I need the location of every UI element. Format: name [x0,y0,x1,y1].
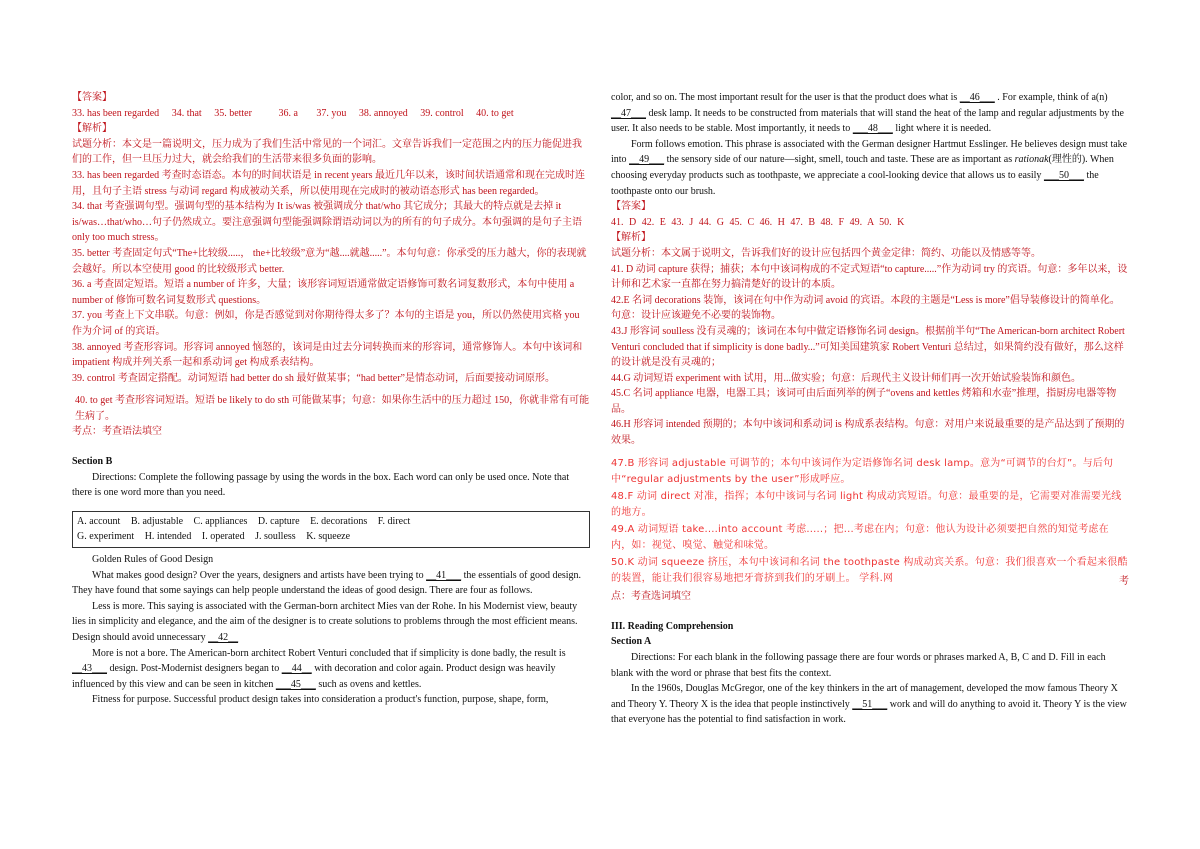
answer-36: 36. a [278,107,298,119]
answer-heading: 【答案】 [72,92,112,103]
word-k: K. squeeze [306,531,351,543]
reading-text-b: work and will do anything to avoid it. Theory Y is the view that everyone has the potential to find satisfaction in work. [611,698,1127,726]
answer-list-2: 41. D 42. E 43. J 44. G 45. C 46. H 47. B 48. F 49. A 50. K [611,216,905,228]
para-4-text-b: color, and so on. The most important result for the user is that the product does what is [611,92,958,103]
word-g: G. experiment [77,531,135,543]
para-5-text-d: the toothpaste onto our brush. [611,169,1099,197]
blank-49: __49___ [629,154,665,166]
analysis-42: 42.E 名词 decorations 装饰，该词在句中作为动词 avoid 的宾语。本段的主题是“Less is more”倡导装修设计的简单化。句意：设计应该避免不必要的装饰物。 [611,294,1120,322]
reading-heading: III. Reading Comprehension [611,620,734,632]
analysis-34: 34. that 考查强调句型。强调句型的基本结构为 It is/was 被强调成分 that/who 其它成分；其最大的特点就是去掉 it is/was…that/who…句子仍然成立。要注意强调句型能强调除谓语动词以为的所有的句子成分。本句强调的是句子主语 only too much stress。 [72,201,582,244]
blank-42: __42__ [208,632,239,643]
answer-34: 34. that [171,107,202,119]
analysis-summary-2: 试题分析：本文属于说明文，告诉我们好的设计应包括四个黄金定律：简约、功能以及情感等等。 [611,247,1041,259]
analysis-41: 41. D 动词 capture 获得；捕获；本句中该词构成的不定式短语“to capture.....”作为动词 try 的宾语。句意：多年以来，设计师和艺术家一直都在努力搞清楚好的设计的本质。 [611,263,1128,291]
left-column [72,90,590,708]
analysis-33: 33. has been regarded 考查时态语态。本句的时间状语是 in recent years 最近几年以来，该时间状语通常和现在完成时连用，且句子主语 stress 与动词 regard 构成被动关系，所以使用现在完成时的被动语态形式 has been regarded。 [72,169,585,197]
para-4-text-c: . For example, think of a(n) [997,92,1108,103]
passage-para-4-start: Fitness for purpose. Successful product design takes into consideration a product's function, purpose, shape, form, [92,694,549,706]
word-b: B. adjustable [130,515,184,527]
stamped-analysis-block [611,456,1129,588]
analysis-39: 39. control 考查固定搭配。动词短语 had better do sh 最好做某事；“had better”是情态动词，后面要接动词原形。 [72,372,555,384]
blank-50: ___50___ [1043,169,1084,181]
answer-40: 40. to get [476,107,514,119]
answer-list [72,106,590,122]
para-1-text-a: What makes good design? Over the years, designers and artists have been trying to [92,569,424,581]
word-d: D. capture [257,515,300,527]
passage-para-4-cont [611,90,1129,137]
section-a-directions: Directions: For each blank in the following passage there are four words or phrases marked A, B, C and D. Fill in each blank with the word or phrase that best fits the context. [611,652,1106,679]
para-5-text-a: Form follows emotion. This phrase is associated with the German designer Hartmut Esslinger. He believes design must take into [611,138,1128,166]
reading-para-1 [611,681,1129,728]
word-j: J. soulless [255,531,296,543]
section-b-directions: Directions: Complete the following passage by using the words in the box. Each word can only be used once. Note that there is one word more than you need. [72,471,570,499]
passage-para-5 [611,137,1129,199]
word-box [72,511,590,548]
passage-para-3 [72,646,590,693]
analysis-38: 38. annoyed 考查形容词。形容词 annoyed 恼怒的，该词是由过去分词转换而来的形容词，通常修饰人。本句中该词和 impatient 构成并列关系一起和系动词 get 构成系表结构。 [72,341,583,369]
blank-41: __41___ [426,569,462,581]
analysis-44: 44.G 动词短语 experiment with 试用，用...做实验；句意：后现代主义设计师们再一次开始试验装饰和颜色。 [611,372,1081,384]
reading-text-a: In the 1960s, Douglas McGregor, one of the key thinkers in the art of management, developed the mow famous Theory X and Theory Y. Theory X is the idea that people instinctively [611,683,1118,710]
word-i: I. operated [201,531,245,543]
analysis-36: 36. a 考查固定短语。短语 a number of 许多，大量；该形容词短语通常做定语修饰可数名词复数形式，本句中使用 a number of 修饰可数名词复数形式 questions。 [72,279,575,306]
analysis-37: 37. you 考查上下文串联。句意：例如，你是否感觉到对你期待得太多了？本句的主语是 you，所以仍然使用宾格 you 作为介词 of 的宾语。 [72,310,580,337]
blank-46: __46___ [959,92,995,103]
blank-43: __43___ [72,663,107,675]
answer-heading-2: 【答案】 [611,201,651,213]
word-e: E. decorations [310,515,368,527]
answer-35: 35. better [214,107,252,119]
analysis-46: 46.H 形容词 intended 预期的；本句中该词和系动词 is 构成系表结构。句意：对用户来说最重要的是产品达到了预期的效果。 [611,419,1125,447]
analysis-50: 50.K 动词 squeeze 挤压，本句中该词和名词 the toothpaste 构成动宾关系。句意：我们很喜欢一个看起来很酷的装置，能让我们很容易地把牙膏挤到我们的牙刷上。 学科.网 [611,556,1128,585]
para-5-italic: rationak [1014,154,1049,166]
para-5-text-c: (理性的). When choosing everyday products such as toothpaste, we appreciate a cool-looking device that allows us to easily [611,154,1114,181]
analysis-40: 40. to get 考查形容词短语。短语 be likely to do sth 可能做某事；句意：如果你生活中的压力超过 150，你就非常有可能生病了。 [75,395,590,422]
answer-38: 38. annoyed [358,107,408,119]
word-f: F. direct [377,515,411,527]
word-a: A. account [77,515,121,527]
para-2-text: Less is more. This saying is associated with the German-born architect Mies van der Rohe. In his Modernist view, beauty lies in simplicity and elegance, and the aim of the designer is to create solutions to problems through the most efficient means. Design should avoid unnecessary [72,600,578,643]
analysis-47: 47.B 形容词 adjustable 可调节的；本句中该词作为定语修饰名词 desk lamp。意为“可调节的台灯”。与后句中“regular adjustments by the user”形成呼应。 [611,457,1114,486]
analysis-45: 45.C 名词 appliance 电器，电器工具；该词可由后面列举的例子“ovens and kettles 烤箱和水壶”推理，指厨房电器等物品。 [611,388,1117,415]
blank-51: __51___ [852,698,888,710]
test-point-2: 点：考查选词填空 [611,591,691,603]
para-4-text-e: light where it is needed. [895,123,992,135]
passage-title: Golden Rules of Good Design [92,554,214,566]
test-point: 考点：考查语法填空 [72,426,162,438]
analysis-heading-2: 【解析】 [611,232,651,244]
passage-para-1 [72,568,590,599]
answer-33: 33. has been regarded [72,107,160,119]
para-3-text-a: More is not a bore. The American-born architect Robert Venturi concluded that if simplicity is done badly, the result is [92,647,566,659]
para-3-text-c: with decoration and color again. Product design was heavily influenced by this view and can be seen in kitchen [72,663,556,690]
answer-37: 37. you [316,107,347,119]
para-4-text-d: desk lamp. It needs to be constructed from materials that will stand the heat of the lamp and regular adjustments by the user. It also needs to be stable. Most importantly, it needs to [611,107,1124,135]
para-3-text-d: such as ovens and kettles. [318,678,422,690]
blank-47: __47___ [611,107,646,119]
blank-48: ___48___ [852,123,893,135]
right-column [611,90,1129,728]
analysis-35: 35. better 考查固定句式“The+比较级.....， the+比较级”意为“越....就越.....”。本句句意：你承受的压力越大，你的表现就会越好。所以本空使用 good 的比较级形式 better. [72,247,587,275]
analysis-summary: 试题分析：本文是一篇说明文，压力成为了我们生活中常见的一个词汇。文章告诉我们一定范围之内的压力能促进我们的工作，但一旦压力过大，就会给我们的生活带来很多负面的影响。 [72,138,582,166]
para-1-text-b: the essentials of good design. They have found that some sayings can help people understand the ideas of good design. There are four as follows. [72,569,582,597]
para-3-text-b: design. Post-Modernist designers began to [109,663,280,675]
section-b-heading: Section B [72,456,113,468]
analysis-43: 43.J 形容词 soulless 没有灵魂的；该词在本句中做定语修饰名词 design。根据前半句“The American-born architect Robert Venturi concluded that if simplicity is done badly...”可知美国建筑家 Robert Venturi 总结过，如果简约没有做好，那么这样的设计就是没有灵魂的； [611,325,1125,369]
analysis-49: 49.A 动词短语 take....into account 考虑.....；把...考虑在内；句意：他认为设计必须要把自然的知觉考虑在内，如：视觉、嗅觉、触觉和味觉。 [611,523,1109,552]
section-a-heading: Section A [611,636,652,648]
word-c: C. appliances [193,515,248,527]
test-point-tail: 考 [1119,575,1129,587]
blank-44: __44__ [281,663,312,675]
para-5-text-b: the sensory side of our nature—sight, smell, touch and taste. These are as important as [666,154,1013,166]
answer-39: 39. control [420,107,464,119]
analysis-48: 48.F 动词 direct 对准，指挥；本句中该词与名词 light 构成动宾短语。句意：最重要的是，它需要对准需要光线的地方。 [611,490,1122,519]
blank-45: ___45___ [275,678,316,690]
analysis-heading: 【解析】 [72,123,112,135]
passage-para-2 [72,599,590,646]
word-h: H. intended [144,531,192,543]
